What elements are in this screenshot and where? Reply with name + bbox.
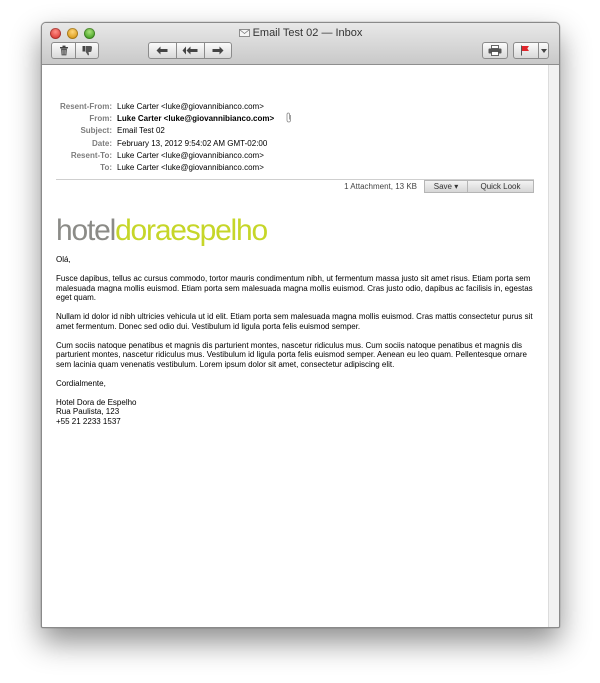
hotel-logo	[56, 214, 267, 248]
header-value[interactable]: Luke Carter <luke@giovannibianco.com>	[117, 163, 264, 172]
quick-look-button[interactable]: Quick Look	[468, 180, 534, 193]
signature	[56, 398, 536, 427]
header-row	[42, 125, 542, 136]
header-label: Resent-To:	[70, 150, 112, 160]
reply-all-arrow-icon	[182, 46, 198, 55]
forward-button[interactable]	[204, 42, 232, 59]
header-label: From:	[89, 114, 112, 124]
envelope-icon	[239, 29, 250, 37]
attachment-summary: 1 Attachment, 13 KB	[344, 182, 417, 191]
header-value[interactable]: Email Test 02	[117, 126, 165, 136]
window-title	[42, 27, 559, 39]
reply-all-button[interactable]	[176, 42, 204, 59]
delete-button[interactable]	[51, 42, 75, 59]
vertical-scrollbar[interactable]	[548, 65, 560, 627]
red-flag-icon	[520, 45, 530, 56]
signature-line: +55 21 2233 1537	[56, 416, 121, 426]
save-attachment-button[interactable]: Save ▾	[424, 180, 468, 193]
header-value[interactable]: Luke Carter <luke@giovannibianco.com>	[117, 102, 264, 111]
logo-text-hotel: hotel	[56, 214, 116, 247]
reply-button[interactable]	[148, 42, 176, 59]
flag-button[interactable]	[513, 42, 549, 59]
junk-button[interactable]	[76, 42, 99, 59]
forward-arrow-icon	[212, 46, 224, 55]
header-value[interactable]: February 13, 2012 9:54:02 AM GMT-02:00	[117, 138, 268, 148]
mail-message-window	[41, 22, 560, 628]
logo-text-doraespelho: doraespelho	[115, 214, 267, 247]
header-label: Resent-From:	[59, 102, 112, 111]
header-label: Date:	[91, 138, 112, 148]
reply-arrow-icon	[156, 46, 168, 55]
print-button[interactable]	[482, 42, 508, 59]
paperclip-icon	[285, 112, 293, 123]
header-value[interactable]: Luke Carter <luke@giovannibianco.com>	[117, 150, 264, 160]
header-row	[42, 101, 542, 112]
header-label: To:	[100, 163, 112, 172]
message-viewer	[42, 65, 548, 627]
window-title-text: Email Test 02 — Inbox	[252, 27, 363, 39]
header-label: Subject:	[80, 126, 112, 136]
body-paragraph: Fusce dapibus, tellus ac cursus commodo, tortor mauris condimentum nibh, ut fermentum massa justo sit amet risus. Etiam porta sem malesuada magna mollis euismod. Etiam porta sem malesuada magna mollis euismod. Cras justo odio, dapibus ac facilisis in, egestas eget quam.	[56, 274, 533, 302]
chevron-down-icon	[541, 49, 547, 53]
title-bar[interactable]	[42, 23, 559, 65]
closing: Cordialmente,	[56, 378, 106, 388]
signature-line: Hotel Dora de Espelho	[56, 397, 137, 407]
signature-line: Rua Paulista, 123	[56, 407, 120, 416]
header-row	[42, 113, 542, 124]
greeting: Olá,	[56, 255, 71, 264]
printer-icon	[488, 45, 502, 56]
body-paragraph: Nullam id dolor id nibh ultricies vehicula ut id elit. Etiam porta sem malesuada magna mollis euismod. Cras mattis consectetur purus sit amet fermentum. Donec sed odio dui. Vestibulum id ligula porta felis euismod semper.	[56, 312, 533, 331]
message-body	[56, 255, 536, 436]
body-paragraph: Cum sociis natoque penatibus et magnis dis parturient montes, nascetur ridiculus mus. Cum sociis natoque penatibus et magnis dis parturient montes, nascetur ridiculus mus. Vestibulum id ligula porta felis euismod semper. Aenean eu leo quam. Pellentesque ornare sem lacinia quam venenatis vestibulum. Lorem ipsum dolor sit amet, consectetur adipiscing elit.	[56, 340, 527, 369]
header-row	[42, 138, 542, 149]
header-value[interactable]: Luke Carter <luke@giovannibianco.com>	[117, 114, 275, 124]
trash-icon	[59, 45, 69, 56]
header-row	[42, 162, 542, 173]
thumbs-down-icon	[82, 45, 93, 56]
header-row	[42, 150, 542, 161]
